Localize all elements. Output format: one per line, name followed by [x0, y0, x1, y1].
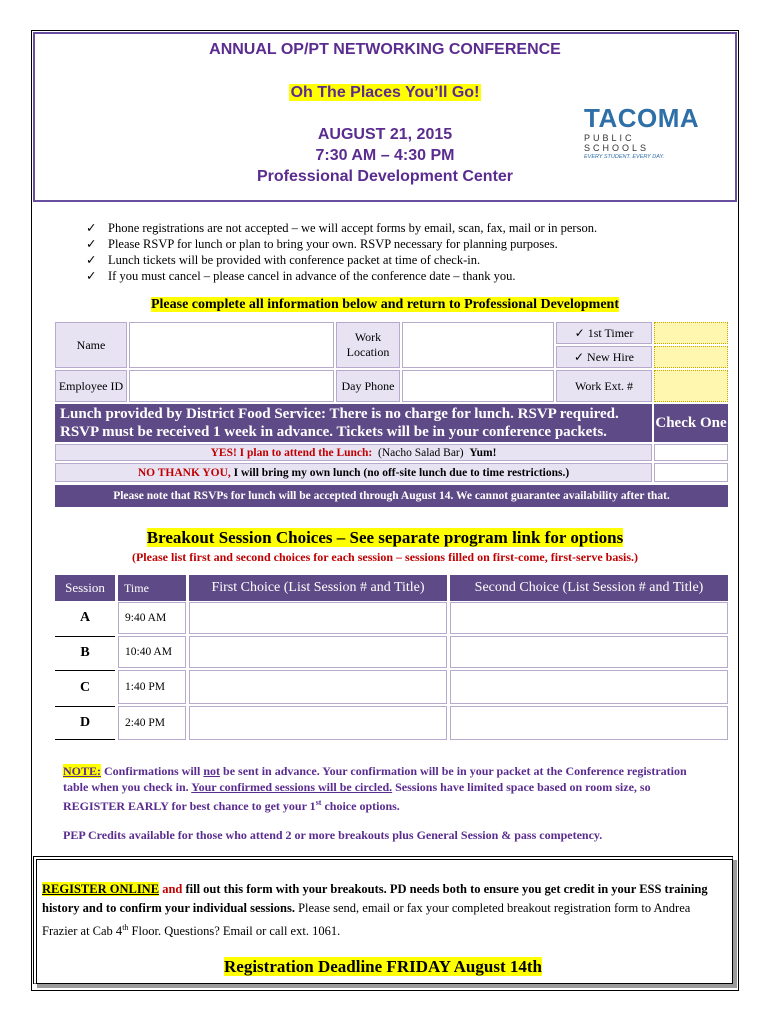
conference-location: Professional Development Center — [256, 168, 514, 185]
header-first-choice: First Choice (List Session # and Title) — [189, 575, 447, 601]
session-time: 9:40 AM — [118, 602, 186, 634]
second-choice-field[interactable] — [450, 670, 728, 704]
lunch-yes-label: YES! I plan to attend the Lunch: — [210, 446, 373, 459]
second-choice-field[interactable] — [450, 636, 728, 668]
conference-time: 7:30 AM – 4:30 PM — [315, 147, 455, 164]
first-choice-field[interactable] — [189, 706, 447, 740]
new-hire-checkbox[interactable] — [654, 346, 728, 368]
register-sup: th — [122, 923, 129, 932]
name-label: Name — [55, 322, 127, 368]
pep-credits: PEP Credits available for those who attend 2 or more breakouts plus General Session & pass competency. — [63, 828, 603, 842]
register-plain-text: Please send, email or fax your completed breakout registration form to Andrea Frazier at Cab 4 — [42, 901, 691, 939]
note-part-3: Sessions have limited space based on room size, so REGISTER EARLY for best chance to get your 1 — [63, 780, 651, 813]
checkmark-icon: ✓ — [86, 237, 97, 251]
registration-deadline — [33, 957, 733, 977]
logo-tagline: EVERY STUDENT. EVERY DAY. — [584, 154, 665, 160]
registration-deadline-text: Registration Deadline FRIDAY August 14th — [224, 957, 542, 976]
lunch-yes-yum: Yum! — [469, 446, 497, 459]
tacoma-logo — [584, 103, 704, 161]
lunch-no-checkbox[interactable] — [654, 463, 728, 482]
note-text: If you must cancel – please cancel in advance of the conference date – thank you. — [108, 269, 516, 283]
first-choice-field[interactable] — [189, 602, 447, 634]
note-label: NOTE: — [63, 764, 102, 778]
note-item — [86, 236, 597, 252]
note-text: Please RSVP for lunch or plan to bring your own. RSVP necessary for planning purposes. — [108, 237, 558, 251]
breakout-title — [33, 528, 737, 548]
first-timer-checkbox[interactable] — [654, 322, 728, 344]
work-ext-field[interactable] — [654, 370, 728, 402]
employee-id-label: Employee ID — [55, 370, 127, 402]
breakout-title-text: Breakout Session Choices – See separate program link for options — [146, 528, 624, 547]
lunch-text — [60, 405, 650, 441]
work-ext-label: Work Ext. # — [556, 370, 652, 402]
second-choice-field[interactable] — [450, 602, 728, 634]
note-circled: Your confirmed sessions will be circled. — [191, 780, 393, 794]
first-timer-option[interactable] — [556, 322, 652, 344]
rsvp-note: Please note that RSVPs for lunch will be accepted through August 14. We cannot guarantee availability after that. — [55, 485, 728, 507]
session-time: 2:40 PM — [118, 706, 186, 740]
work-location-label: Work Location — [336, 322, 400, 368]
logo-sub: PUBLIC SCHOOLS — [584, 133, 650, 153]
lunch-no-detail: I will bring my own lunch (no off-site lunch due to time restrictions.) — [233, 466, 570, 479]
note-sup: st — [315, 798, 322, 807]
lunch-line-2: RSVP must be received 1 week in advance. Tickets will be in your conference packets. — [60, 424, 607, 440]
conference-date: AUGUST 21, 2015 — [317, 126, 453, 143]
instructions-text: Please complete all information below and return to Professional Development — [150, 297, 620, 312]
register-plain-text-2: Floor. Questions? Email or call ext. 1061. — [128, 924, 341, 939]
lunch-no-option — [55, 463, 652, 482]
header-session: Session — [55, 575, 115, 601]
checkmark-icon: ✓ — [86, 253, 97, 267]
session-time: 1:40 PM — [118, 670, 186, 704]
conference-title: ANNUAL OP/PT NETWORKING CONFERENCE — [209, 41, 561, 58]
confirmation-note — [63, 763, 713, 814]
register-online-link[interactable]: REGISTER ONLINE — [42, 882, 160, 896]
lunch-yes-checkbox[interactable] — [654, 444, 728, 461]
note-item — [86, 268, 597, 284]
header-time: Time — [118, 575, 186, 601]
session-letter: D — [55, 706, 115, 740]
checkmark-icon: ✓ — [573, 349, 588, 364]
new-hire-option[interactable] — [556, 346, 652, 368]
check-one-label: Check One — [654, 404, 728, 442]
first-choice-field[interactable] — [189, 636, 447, 668]
lunch-yes-detail: (Nacho Salad Bar) — [378, 446, 464, 459]
lunch-line-1: Lunch provided by District Food Service: There is no charge for lunch. RSVP required. — [60, 406, 619, 422]
register-bold-text: fill out this form with your breakouts. PD needs both to ensure you get credit in your ESS training history and to confirm your individual sessions. — [42, 882, 708, 915]
header-second-choice: Second Choice (List Session # and Title) — [450, 575, 728, 601]
note-not: not — [203, 764, 221, 778]
second-choice-field[interactable] — [450, 706, 728, 740]
note-item — [86, 220, 597, 236]
breakout-subtitle: (Please list first and second choices for each session – sessions filled on first-come, first-serve basis.) — [131, 550, 639, 564]
register-and: and — [162, 882, 183, 896]
first-choice-field[interactable] — [189, 670, 447, 704]
session-time: 10:40 AM — [118, 636, 186, 668]
new-hire-label: New Hire — [587, 349, 635, 364]
checkmark-icon: ✓ — [86, 221, 97, 235]
conference-theme-text: Oh The Places You’ll Go! — [290, 84, 480, 101]
note-text: Lunch tickets will be provided with conference packet at time of check-in. — [108, 253, 481, 267]
day-phone-field[interactable] — [402, 370, 554, 402]
note-part-2: be sent in advance. Your confirmation will be in your packet at the Conference registration table when you check in. — [63, 764, 687, 794]
employee-id-field[interactable] — [129, 370, 334, 402]
checkmark-icon: ✓ — [86, 269, 97, 283]
note-part-4: choice options. — [321, 799, 400, 813]
checkmark-icon: ✓ — [574, 325, 588, 340]
first-timer-label: 1st Timer — [587, 325, 634, 340]
session-letter: A — [79, 610, 91, 625]
lunch-yes-option — [55, 444, 652, 461]
register-text — [42, 880, 722, 941]
note-part-1: Confirmations will — [101, 764, 204, 778]
work-location-field[interactable] — [402, 322, 554, 368]
instructions — [33, 297, 737, 313]
day-phone-label: Day Phone — [336, 370, 400, 402]
note-text: Phone registrations are not accepted – we will accept forms by email, scan, fax, mail or in person. — [108, 221, 598, 235]
name-field[interactable] — [129, 322, 334, 368]
lunch-no-label: NO THANK YOU, — [137, 466, 231, 479]
note-item — [86, 252, 597, 268]
session-letter: B — [55, 636, 115, 668]
notes-list — [86, 220, 597, 284]
session-letter: C — [55, 670, 115, 704]
logo-word: TACOMA — [584, 103, 700, 133]
conference-theme — [33, 84, 737, 102]
